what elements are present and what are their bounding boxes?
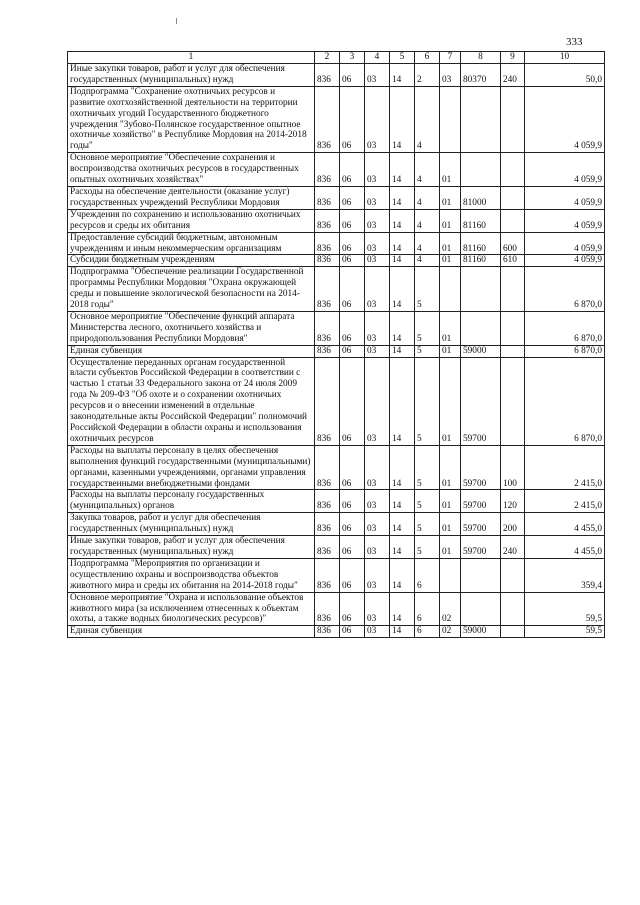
row-code-c9 — [501, 345, 525, 357]
row-code-c2: 836 — [315, 445, 340, 490]
row-code-c4: 03 — [365, 536, 390, 559]
header-cell: 10 — [525, 52, 605, 64]
row-amount: 2 415,0 — [525, 445, 605, 490]
table-row — [68, 232, 605, 255]
row-code-c4: 03 — [365, 232, 390, 255]
row-code-c2: 836 — [315, 209, 340, 232]
row-code-c9 — [501, 558, 525, 592]
header-cell: 9 — [501, 52, 525, 64]
row-code-c4: 03 — [365, 345, 390, 357]
row-code-c8: 59700 — [461, 357, 501, 445]
row-code-c9: 610 — [501, 255, 525, 267]
row-code-c5: 14 — [390, 357, 415, 445]
row-code-c9: 120 — [501, 490, 525, 513]
row-name: Осуществление переданных органам государственной власти субъектов Российской Федерации в соответствии с частью 1 статьи 33 Федерального закона от 24 июля 2009 года № 209-ФЗ "Об охоте и о сохранении охотничьих ресурсов и о внесении изменений в отдельные законодательные акты Российской Федерации" полномочий Российской Федерации в области охраны и использования охотничьих ресурсов — [68, 357, 315, 445]
row-amount: 6 870,0 — [525, 267, 605, 312]
row-code-c7: 01 — [440, 357, 461, 445]
row-code-c8: 81000 — [461, 186, 501, 209]
row-name: Единая субвенция — [68, 345, 315, 357]
row-name: Расходы на выплаты персоналу в целях обеспечения выполнения функций государственными (муниципальными) органами, казенными учреждениями, органами управления государственными внебюджетными фондами — [68, 445, 315, 490]
header-cell: 3 — [340, 52, 365, 64]
row-code-c2: 836 — [315, 255, 340, 267]
row-name: Иные закупки товаров, работ и услуг для обеспечения государственных (муниципальных) нужд — [68, 536, 315, 559]
row-code-c3: 06 — [340, 86, 365, 152]
row-amount: 4 059,9 — [525, 86, 605, 152]
row-code-c8: 81160 — [461, 232, 501, 255]
table-row — [68, 255, 605, 267]
row-code-c4: 03 — [365, 445, 390, 490]
row-code-c2: 836 — [315, 536, 340, 559]
row-code-c9: 240 — [501, 64, 525, 87]
row-amount: 50,0 — [525, 64, 605, 87]
row-name: Подпрограмма "Мероприятия по организации и осуществлению охраны и воспроизводства объектов животного мира и среды их обитания на 2014-2018 годы" — [68, 558, 315, 592]
row-code-c3: 06 — [340, 267, 365, 312]
row-code-c6: 2 — [415, 64, 440, 87]
row-code-c6: 4 — [415, 153, 440, 187]
row-code-c9: 600 — [501, 232, 525, 255]
header-cell: 1 — [68, 52, 315, 64]
row-code-c5: 14 — [390, 536, 415, 559]
row-code-c3: 06 — [340, 558, 365, 592]
row-code-c8: 59000 — [461, 345, 501, 357]
row-code-c2: 836 — [315, 186, 340, 209]
row-code-c2: 836 — [315, 490, 340, 513]
row-code-c7: 01 — [440, 513, 461, 536]
row-code-c6: 5 — [415, 267, 440, 312]
table-row — [68, 311, 605, 345]
row-code-c3: 06 — [340, 536, 365, 559]
row-code-c4: 03 — [365, 86, 390, 152]
row-amount: 4 455,0 — [525, 536, 605, 559]
row-code-c5: 14 — [390, 153, 415, 187]
row-amount: 59,5 — [525, 592, 605, 626]
row-code-c8 — [461, 267, 501, 312]
row-code-c8 — [461, 592, 501, 626]
table-row — [68, 536, 605, 559]
row-code-c5: 14 — [390, 267, 415, 312]
header-cell: 8 — [461, 52, 501, 64]
row-code-c2: 836 — [315, 64, 340, 87]
row-code-c9 — [501, 186, 525, 209]
row-code-c9 — [501, 311, 525, 345]
row-code-c3: 06 — [340, 311, 365, 345]
row-code-c5: 14 — [390, 490, 415, 513]
table-row — [68, 345, 605, 357]
row-code-c2: 836 — [315, 153, 340, 187]
row-name: Подпрограмма "Обеспечение реализации Государственной программы Республики Мордовия "Охрана окружающей среды и повышение экологической безопасности на 2014-2018 годы" — [68, 267, 315, 312]
row-code-c8: 81160 — [461, 255, 501, 267]
row-code-c2: 836 — [315, 345, 340, 357]
row-code-c3: 06 — [340, 626, 365, 638]
row-code-c7: 01 — [440, 445, 461, 490]
table-row — [68, 209, 605, 232]
row-code-c4: 03 — [365, 64, 390, 87]
row-code-c5: 14 — [390, 345, 415, 357]
table-row — [68, 626, 605, 638]
row-code-c2: 836 — [315, 558, 340, 592]
row-code-c7: 01 — [440, 345, 461, 357]
row-name: Основное мероприятие "Охрана и использование объектов животного мира (за исключением отнесенных к объектам охоты, а также водных биологических ресурсов)" — [68, 592, 315, 626]
row-amount: 59,5 — [525, 626, 605, 638]
row-name: Учреждения по сохранению и использованию охотничьих ресурсов и среды их обитания — [68, 209, 315, 232]
row-code-c5: 14 — [390, 558, 415, 592]
table-row — [68, 558, 605, 592]
table-row — [68, 186, 605, 209]
row-code-c4: 03 — [365, 490, 390, 513]
row-code-c7: 01 — [440, 186, 461, 209]
row-code-c6: 5 — [415, 490, 440, 513]
row-code-c6: 5 — [415, 513, 440, 536]
row-code-c9 — [501, 209, 525, 232]
row-name: Расходы на обеспечение деятельности (оказание услуг) государственных учреждений Республики Мордовия — [68, 186, 315, 209]
row-code-c6: 6 — [415, 558, 440, 592]
header-cell: 2 — [315, 52, 340, 64]
row-code-c4: 03 — [365, 513, 390, 536]
row-code-c3: 06 — [340, 357, 365, 445]
row-code-c5: 14 — [390, 186, 415, 209]
scan-mark — [176, 18, 177, 24]
row-code-c4: 03 — [365, 558, 390, 592]
row-code-c8: 59700 — [461, 445, 501, 490]
row-code-c4: 03 — [365, 311, 390, 345]
row-amount: 2 415,0 — [525, 490, 605, 513]
header-cell: 7 — [440, 52, 461, 64]
row-code-c6: 4 — [415, 186, 440, 209]
row-code-c9: 100 — [501, 445, 525, 490]
row-code-c3: 06 — [340, 513, 365, 536]
row-code-c7 — [440, 267, 461, 312]
row-code-c6: 4 — [415, 86, 440, 152]
row-code-c5: 14 — [390, 255, 415, 267]
row-code-c8: 59700 — [461, 490, 501, 513]
table-row — [68, 490, 605, 513]
row-name: Субсидии бюджетным учреждениям — [68, 255, 315, 267]
row-code-c2: 836 — [315, 86, 340, 152]
header-cell: 5 — [390, 52, 415, 64]
row-code-c8 — [461, 153, 501, 187]
row-code-c4: 03 — [365, 255, 390, 267]
row-code-c5: 14 — [390, 209, 415, 232]
row-code-c7 — [440, 86, 461, 152]
table-row — [68, 357, 605, 445]
row-code-c9 — [501, 626, 525, 638]
row-name: Основное мероприятие "Обеспечение сохранения и воспроизводства охотничьих ресурсов в государственных опытных охотничьих хозяйствах" — [68, 153, 315, 187]
row-code-c2: 836 — [315, 357, 340, 445]
row-code-c8 — [461, 311, 501, 345]
row-code-c4: 03 — [365, 267, 390, 312]
budget-table — [67, 51, 605, 638]
row-code-c4: 03 — [365, 153, 390, 187]
row-code-c7: 03 — [440, 64, 461, 87]
row-code-c5: 14 — [390, 626, 415, 638]
row-code-c7: 01 — [440, 255, 461, 267]
row-amount: 6 870,0 — [525, 311, 605, 345]
row-code-c6: 4 — [415, 209, 440, 232]
row-code-c7: 02 — [440, 626, 461, 638]
row-code-c4: 03 — [365, 357, 390, 445]
row-name: Предоставление субсидий бюджетным, автономным учреждениям и иным некоммерческим организациям — [68, 232, 315, 255]
row-code-c6: 5 — [415, 311, 440, 345]
row-code-c5: 14 — [390, 445, 415, 490]
row-name: Подпрограмма "Сохранение охотничьих ресурсов и развитие охотхозяйственной деятельности на территории охотничьих угодий Государственного бюджетного учреждения "Зубово-Полянское государственное опытное охотничье хозяйство" в Республике Мордовия на 2014-2018 годы" — [68, 86, 315, 152]
row-name: Основное мероприятие "Обеспечение функций аппарата Министерства лесного, охотничьего хозяйства и природопользования Республики Мордовия" — [68, 311, 315, 345]
row-code-c8: 81160 — [461, 209, 501, 232]
row-code-c9: 240 — [501, 536, 525, 559]
row-code-c3: 06 — [340, 490, 365, 513]
row-code-c5: 14 — [390, 513, 415, 536]
table-row — [68, 445, 605, 490]
row-code-c8: 80370 — [461, 64, 501, 87]
row-code-c6: 5 — [415, 445, 440, 490]
row-amount: 6 870,0 — [525, 357, 605, 445]
row-name: Расходы на выплаты персоналу государственных (муниципальных) органов — [68, 490, 315, 513]
row-code-c8 — [461, 558, 501, 592]
row-code-c3: 06 — [340, 445, 365, 490]
row-code-c6: 5 — [415, 357, 440, 445]
header-row — [68, 52, 605, 64]
row-code-c7: 01 — [440, 153, 461, 187]
row-amount: 4 455,0 — [525, 513, 605, 536]
row-code-c3: 06 — [340, 345, 365, 357]
row-code-c5: 14 — [390, 311, 415, 345]
row-code-c4: 03 — [365, 186, 390, 209]
row-code-c4: 03 — [365, 209, 390, 232]
row-amount: 359,4 — [525, 558, 605, 592]
table-row — [68, 592, 605, 626]
row-code-c9 — [501, 153, 525, 187]
row-code-c6: 5 — [415, 536, 440, 559]
row-code-c2: 836 — [315, 267, 340, 312]
row-amount: 4 059,9 — [525, 209, 605, 232]
table-row — [68, 86, 605, 152]
table-row — [68, 64, 605, 87]
row-code-c7: 02 — [440, 592, 461, 626]
row-amount: 4 059,9 — [525, 186, 605, 209]
row-code-c7: 01 — [440, 232, 461, 255]
row-amount: 4 059,9 — [525, 153, 605, 187]
row-code-c2: 836 — [315, 513, 340, 536]
row-code-c4: 03 — [365, 626, 390, 638]
row-code-c5: 14 — [390, 86, 415, 152]
table-row — [68, 153, 605, 187]
row-code-c4: 03 — [365, 592, 390, 626]
row-name: Закупка товаров, работ и услуг для обеспечения государственных (муниципальных) нужд — [68, 513, 315, 536]
row-code-c2: 836 — [315, 232, 340, 255]
row-name: Иные закупки товаров, работ и услуг для обеспечения государственных (муниципальных) нужд — [68, 64, 315, 87]
table-row — [68, 513, 605, 536]
row-code-c2: 836 — [315, 592, 340, 626]
row-code-c6: 6 — [415, 592, 440, 626]
row-code-c7: 01 — [440, 311, 461, 345]
row-code-c9 — [501, 357, 525, 445]
row-code-c3: 06 — [340, 255, 365, 267]
row-code-c9 — [501, 267, 525, 312]
row-code-c3: 06 — [340, 153, 365, 187]
row-code-c7: 01 — [440, 490, 461, 513]
row-code-c7: 01 — [440, 209, 461, 232]
row-code-c3: 06 — [340, 64, 365, 87]
row-code-c8: 59000 — [461, 626, 501, 638]
row-code-c5: 14 — [390, 592, 415, 626]
table-row — [68, 267, 605, 312]
row-code-c5: 14 — [390, 232, 415, 255]
row-code-c6: 5 — [415, 345, 440, 357]
row-code-c2: 836 — [315, 626, 340, 638]
row-code-c6: 6 — [415, 626, 440, 638]
row-code-c3: 06 — [340, 186, 365, 209]
row-code-c8: 59700 — [461, 536, 501, 559]
row-name: Единая субвенция — [68, 626, 315, 638]
page-number: 333 — [566, 36, 583, 48]
header-cell: 6 — [415, 52, 440, 64]
row-code-c3: 06 — [340, 592, 365, 626]
row-amount: 4 059,9 — [525, 255, 605, 267]
row-code-c3: 06 — [340, 232, 365, 255]
row-code-c9: 200 — [501, 513, 525, 536]
row-code-c9 — [501, 592, 525, 626]
row-code-c7: 01 — [440, 536, 461, 559]
row-code-c3: 06 — [340, 209, 365, 232]
header-cell: 4 — [365, 52, 390, 64]
row-amount: 4 059,9 — [525, 232, 605, 255]
row-code-c9 — [501, 86, 525, 152]
row-code-c5: 14 — [390, 64, 415, 87]
row-amount: 6 870,0 — [525, 345, 605, 357]
row-code-c7 — [440, 558, 461, 592]
row-code-c2: 836 — [315, 311, 340, 345]
row-code-c6: 4 — [415, 232, 440, 255]
row-code-c6: 4 — [415, 255, 440, 267]
row-code-c8: 59700 — [461, 513, 501, 536]
row-code-c8 — [461, 86, 501, 152]
